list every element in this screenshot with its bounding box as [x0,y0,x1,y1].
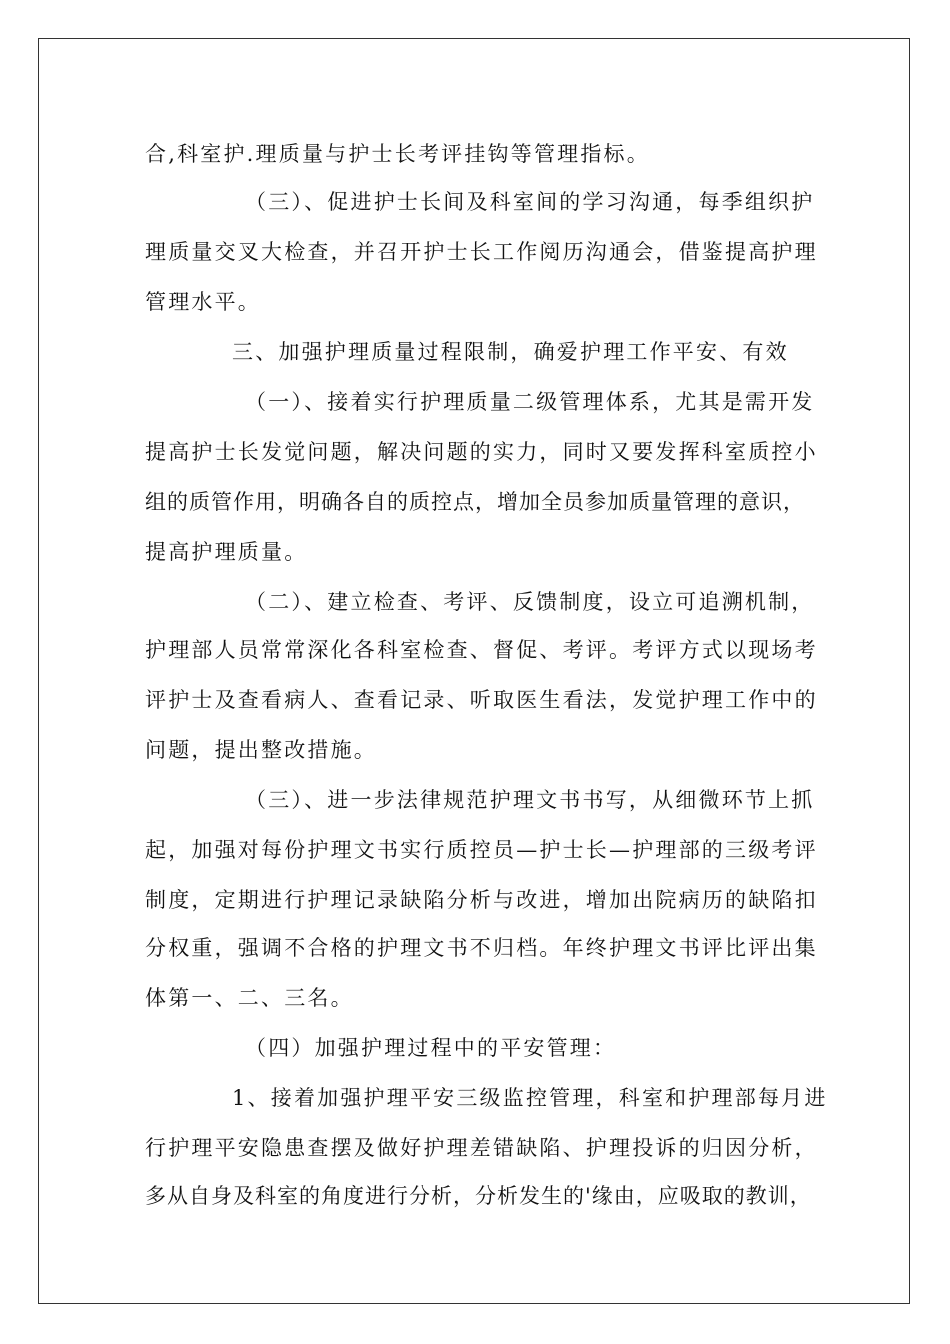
paragraph-line: 提高护理质量。 [145,540,308,564]
paragraph-line: （三）、促进护士长间及科室间的学习沟通，每季组织护 [245,190,815,214]
paragraph-line: （一）、接着实行护理质量二级管理体系，尤其是需开发 [245,390,815,414]
paragraph-line: 护理部人员常常深化各科室检查、督促、考评。考评方式以现场考 [145,638,818,662]
paragraph-line: 组的质管作用，明确各自的质控点，增加全员参加质量管理的意识， [145,490,805,514]
paragraph-line: 起，加强对每份护理文书实行质控员—护士长—护理部的三级考评 [145,838,818,862]
paragraph-line: （三）、进一步法律规范护理文书书写，从细微环节上抓 [245,788,815,812]
paragraph-line: 多从自身及科室的角度进行分析，分析发生的'缘由，应吸取的教训， [145,1184,812,1208]
paragraph-line: 评护士及查看病人、查看记录、听取医生看法，发觉护理工作中的 [145,688,818,712]
paragraph-line: 理质量交叉大检查，并召开护士长工作阅历沟通会，借鉴提高护理 [145,240,818,264]
paragraph-line: 合,科室护.理质量与护士长考评挂钩等管理指标。 [145,142,650,166]
paragraph-line: 制度，定期进行护理记录缺陷分析与改进，增加出院病历的缺陷扣 [145,888,818,912]
paragraph-line: 行护理平安隐患查摆及做好护理差错缺陷、护理投诉的归因分析， [145,1136,818,1160]
page-border [38,38,910,1304]
subsection-heading: （四）加强护理过程中的平安管理： [245,1036,617,1060]
paragraph-line: 管理水平。 [145,290,261,314]
paragraph-line: 问题，提出整改措施。 [145,738,377,762]
section-heading: 三、加强护理质量过程限制，确爱护理工作平安、有效 [232,340,789,364]
paragraph-line: （二）、建立检查、考评、反馈制度，设立可追溯机制， [245,590,815,614]
paragraph-line: 分权重，强调不合格的护理文书不归档。年终护理文书评比评出集 [145,936,818,960]
paragraph-line: 1、接着加强护理平安三级监控管理，科室和护理部每月进 [232,1086,828,1110]
paragraph-line: 体第一、二、三名。 [145,986,354,1010]
paragraph-line: 提高护士长发觉问题，解决问题的实力，同时又要发挥科室质控小 [145,440,818,464]
